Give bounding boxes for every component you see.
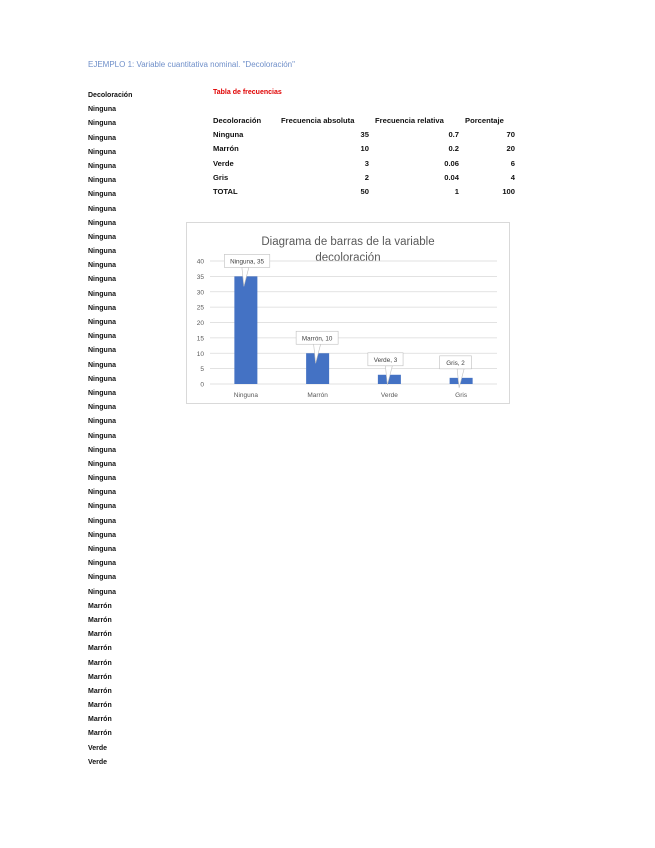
- header-frecuencia-relativa: Frecuencia relativa: [375, 116, 444, 125]
- table-cell: 35: [360, 130, 369, 140]
- table-cell: 4: [510, 172, 515, 182]
- table-cell: 0.04: [444, 172, 459, 182]
- data-label: Verde, 3: [373, 356, 398, 364]
- list-item: Ninguna: [88, 574, 116, 582]
- x-tick-label: Ninguna: [233, 392, 258, 399]
- list-item: Marrón: [88, 716, 112, 724]
- list-item: Ninguna: [88, 588, 116, 596]
- table-cell: 70: [506, 130, 515, 140]
- list-item: Marrón: [88, 673, 112, 681]
- table-cell: Marrón: [213, 144, 239, 154]
- bar-chart: [186, 222, 510, 404]
- list-item: Marrón: [88, 631, 112, 639]
- x-tick-label: Verde: [380, 392, 398, 399]
- list-item: Ninguna: [88, 177, 116, 185]
- y-tick-label: 25: [196, 304, 204, 312]
- list-item: Ninguna: [88, 361, 116, 369]
- list-item: Ninguna: [88, 333, 116, 341]
- y-tick-label: 5: [200, 366, 204, 374]
- list-item: Ninguna: [88, 517, 116, 525]
- page-heading: EJEMPLO 1: Variable cuantitativa nominal. "Decoloración": [88, 60, 295, 69]
- list-item: Ninguna: [88, 191, 116, 199]
- y-tick-label: 20: [196, 320, 204, 327]
- x-tick-label: Marrón: [307, 392, 328, 399]
- data-label: Ninguna, 35: [230, 258, 265, 266]
- table-cell: TOTAL: [213, 187, 238, 197]
- list-item: Ninguna: [88, 162, 116, 170]
- list-item: Ninguna: [88, 262, 116, 270]
- list-item: Ninguna: [88, 248, 116, 256]
- table-cell: 10: [360, 144, 369, 154]
- chart-title: decoloración: [315, 252, 381, 264]
- table-cell: 6: [510, 158, 515, 168]
- table-cell: 2: [364, 172, 369, 182]
- table-cell: 0.2: [448, 144, 459, 154]
- list-item: Marrón: [88, 602, 112, 610]
- list-item: Ninguna: [88, 134, 116, 142]
- list-item: Ninguna: [88, 205, 116, 213]
- list-item: Ninguna: [88, 560, 116, 568]
- frequency-table: [210, 114, 518, 199]
- y-tick-label: 15: [196, 335, 204, 343]
- bar: [306, 353, 329, 384]
- table-cell: Ninguna: [213, 130, 244, 140]
- table-cell: 0.06: [444, 158, 459, 168]
- list-item: Ninguna: [88, 233, 116, 241]
- list-item: Marrón: [88, 730, 112, 738]
- table-cell: 3: [364, 158, 369, 168]
- list-item: Ninguna: [88, 475, 116, 483]
- table-cell: Gris: [213, 172, 229, 182]
- bar: [234, 276, 257, 384]
- list-item: Ninguna: [88, 148, 116, 156]
- list-item: Ninguna: [88, 319, 116, 326]
- y-tick-label: 10: [196, 350, 204, 358]
- table-cell: 1: [454, 187, 459, 197]
- data-label: Marrón, 10: [301, 335, 333, 343]
- bar-chart-svg: [187, 223, 509, 403]
- table-cell: 50: [360, 187, 369, 197]
- list-item: Ninguna: [88, 290, 116, 298]
- chart-title: Diagrama de barras de la variable: [261, 236, 435, 248]
- list-item: Marrón: [88, 659, 112, 667]
- list-item: Ninguna: [88, 304, 116, 312]
- list-item: Ninguna: [88, 531, 116, 539]
- list-item: Marrón: [88, 616, 112, 624]
- table-cell: Verde: [213, 158, 234, 168]
- table-title: Tabla de frecuencias: [213, 89, 282, 96]
- y-tick-label: 35: [196, 273, 204, 281]
- table-cell: 0.7: [448, 130, 459, 140]
- x-tick-label: Gris: [455, 392, 468, 399]
- list-item: Ninguna: [88, 503, 116, 511]
- y-tick-label: 0: [200, 381, 204, 389]
- list-item: Ninguna: [88, 120, 116, 128]
- y-tick-label: 40: [196, 258, 204, 266]
- table-row: [210, 142, 518, 156]
- list-item: Ninguna: [88, 347, 116, 355]
- list-item: Ninguna: [88, 219, 116, 227]
- list-item: Ninguna: [88, 404, 116, 412]
- list-item: Verde: [88, 744, 108, 752]
- header-decoloracion: Decoloración: [213, 116, 262, 125]
- list-item: Marrón: [88, 702, 112, 710]
- table-row: [210, 185, 518, 199]
- table-row: [210, 157, 518, 171]
- list-item: Ninguna: [88, 432, 116, 440]
- list-item: Ninguna: [88, 460, 116, 468]
- list-item: Ninguna: [88, 546, 116, 553]
- list-item: Marrón: [88, 645, 112, 653]
- list-item: Ninguna: [88, 276, 116, 284]
- header-frecuencia-absoluta: Frecuencia absoluta: [281, 116, 355, 125]
- table-header-row: [210, 114, 518, 128]
- table-row: [210, 128, 518, 142]
- list-item: Verde: [88, 758, 108, 766]
- list-item: Marrón: [88, 687, 112, 695]
- column-header: Decoloración: [88, 92, 133, 99]
- table-cell: 100: [502, 187, 515, 197]
- table-row: [210, 171, 518, 185]
- list-item: Ninguna: [88, 418, 116, 426]
- table-cell: 20: [506, 144, 515, 154]
- list-item: Ninguna: [88, 106, 116, 114]
- list-item: Ninguna: [88, 375, 116, 383]
- header-porcentaje: Porcentaje: [465, 116, 504, 125]
- list-item: Ninguna: [88, 389, 116, 397]
- list-item: Ninguna: [88, 446, 116, 454]
- data-label: Gris, 2: [446, 359, 465, 367]
- list-item: Ninguna: [88, 489, 116, 497]
- y-tick-label: 30: [196, 289, 204, 297]
- data-column: [88, 89, 132, 770]
